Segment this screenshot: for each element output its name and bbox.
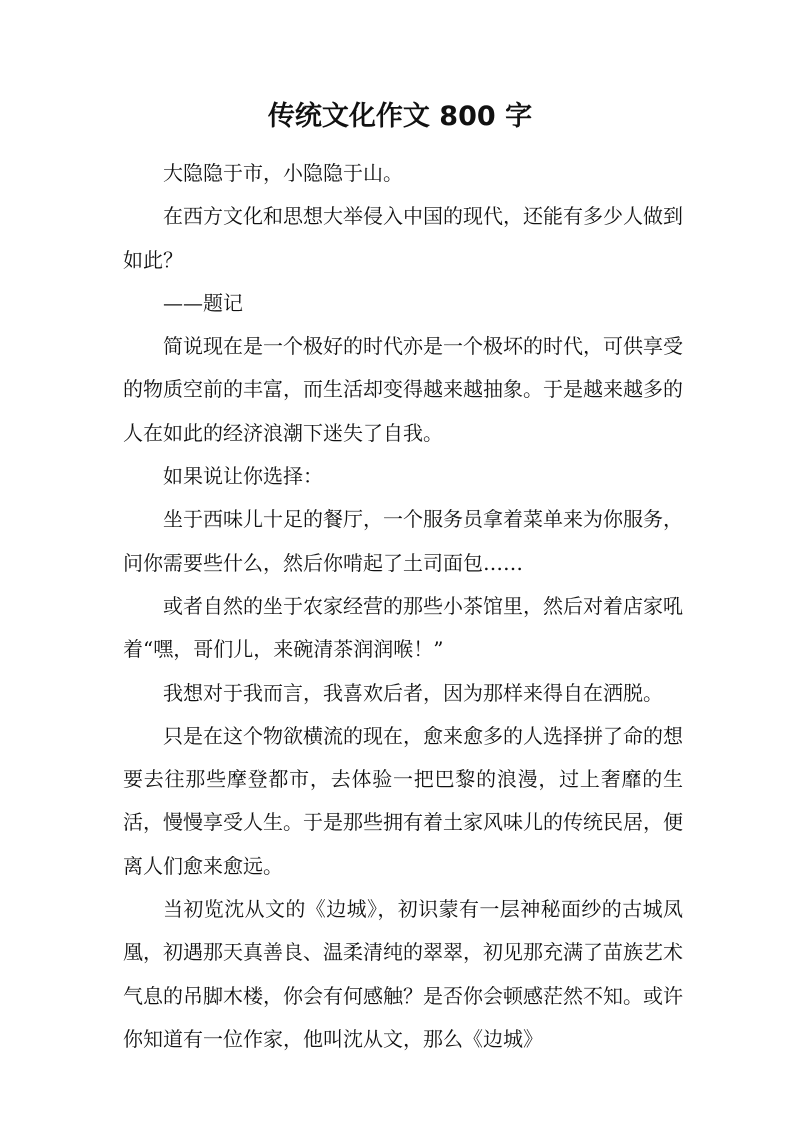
paragraph-epigraph-question: 在西方文化和思想大举侵入中国的现代，还能有多少人做到如此？ bbox=[123, 204, 683, 272]
paragraph-restaurant: 坐于西味儿十足的餐厅，一个服务员拿着菜单来为你服务，问你需要些什么，然后你啃起了土司面包…… bbox=[123, 507, 683, 575]
paragraph-materialism: 只是在这个物欲横流的现在，愈来愈多的人选择拼了命的想要去往那些摩登都市，去体验一把巴黎的浪漫，过上奢靡的生活，慢慢享受人生。于是那些拥有着土家风味儿的传统民居，便离人们愈来愈远。 bbox=[123, 723, 683, 878]
paragraph-teahouse: 或者自然的坐于农家经营的那些小茶馆里，然后对着店家吼着“嘿，哥们儿，来碗清茶润润喉！” bbox=[123, 593, 683, 662]
paragraph-era: 简说现在是一个极好的时代亦是一个极坏的时代，可供享受的物质空前的丰富，而生活却变得越来越抽象。于是越来越多的人在如此的经济浪潮下迷失了自我。 bbox=[123, 334, 683, 445]
paragraph-choice-prompt: 如果说让你选择： bbox=[163, 464, 323, 489]
paragraph-epigraph-quote: 大隐隐于市，小隐隐于山。 bbox=[163, 161, 403, 185]
paragraph-border-town: 当初览沈从文的《边城》，初识蒙有一层神秘面纱的古城凤凰，初遇那天真善良、温柔清纯的翠翠，初见那充满了苗族艺术气息的吊脚木楼，你会有何感触？是否你会顿感茫然不知。或许你知道有一位作家，他叫沈从文，那么《边城》 bbox=[123, 897, 683, 1051]
document-body bbox=[123, 152, 683, 1061]
paragraph-epigraph-attribution: ——题记 bbox=[163, 290, 243, 315]
paragraph-preference: 我想对于我而言，我喜欢后者，因为那样来得自在洒脱。 bbox=[163, 680, 663, 705]
document-title: 传统文化作文 800 字 bbox=[267, 101, 533, 132]
